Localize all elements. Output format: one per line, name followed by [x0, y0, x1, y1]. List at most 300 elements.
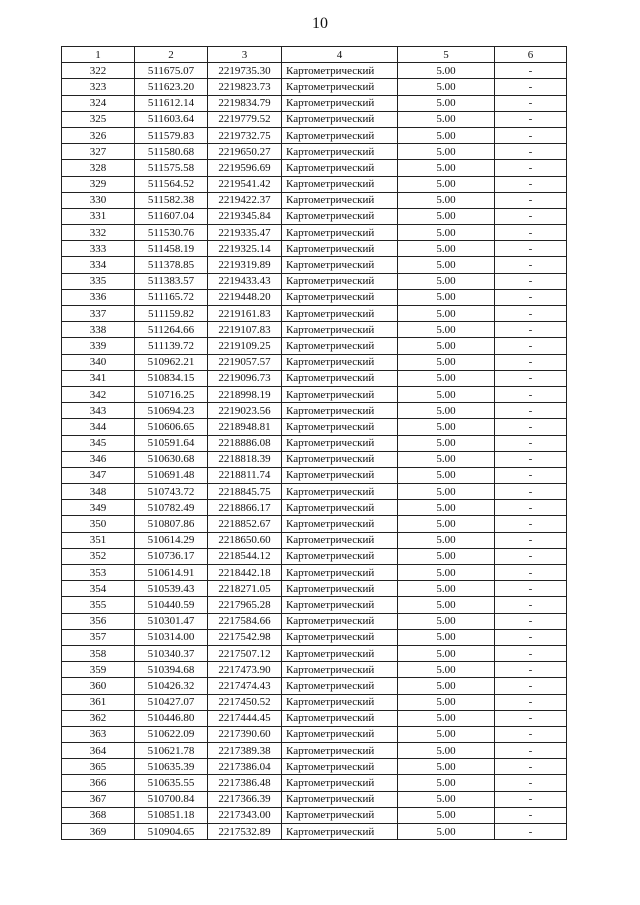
- table-cell: 2219161.83: [208, 306, 282, 322]
- table-row: [62, 225, 567, 241]
- table-cell: Картометрический: [282, 144, 398, 160]
- table-cell: Картометрический: [282, 694, 398, 710]
- table-header-row: [62, 47, 567, 63]
- table-cell: Картометрический: [282, 710, 398, 726]
- table-cell: 510904.65: [135, 824, 208, 840]
- table-cell: 5.00: [398, 662, 495, 678]
- table-cell: 346: [62, 451, 135, 467]
- table-cell: 2218650.60: [208, 532, 282, 548]
- table-cell: 510694.23: [135, 403, 208, 419]
- table-row: [62, 565, 567, 581]
- table-row: [62, 532, 567, 548]
- table-cell: 5.00: [398, 144, 495, 160]
- table-row: [62, 791, 567, 807]
- table-cell: -: [495, 144, 567, 160]
- table-cell: 2217386.48: [208, 775, 282, 791]
- table-cell: -: [495, 79, 567, 95]
- table-cell: 511159.82: [135, 306, 208, 322]
- table-cell: 5.00: [398, 484, 495, 500]
- table-cell: 5.00: [398, 354, 495, 370]
- table-cell: 511623.20: [135, 79, 208, 95]
- table-row: [62, 597, 567, 613]
- table-cell: 2219422.37: [208, 192, 282, 208]
- table-cell: Картометрический: [282, 613, 398, 629]
- table-cell: Картометрический: [282, 192, 398, 208]
- table-cell: -: [495, 192, 567, 208]
- table-cell: Картометрический: [282, 662, 398, 678]
- table-cell: Картометрический: [282, 95, 398, 111]
- table-cell: 5.00: [398, 581, 495, 597]
- table-cell: 5.00: [398, 370, 495, 386]
- table-cell: 511383.57: [135, 273, 208, 289]
- table-cell: 510394.68: [135, 662, 208, 678]
- table-row: [62, 403, 567, 419]
- table-row: [62, 662, 567, 678]
- table-cell: 350: [62, 516, 135, 532]
- table-row: [62, 807, 567, 823]
- table-cell: Картометрический: [282, 791, 398, 807]
- table-row: [62, 775, 567, 791]
- coordinates-table: [61, 46, 567, 840]
- table-cell: 2218886.08: [208, 435, 282, 451]
- table-cell: Картометрический: [282, 225, 398, 241]
- table-cell: 347: [62, 467, 135, 483]
- table-cell: 335: [62, 273, 135, 289]
- table-cell: 2219335.47: [208, 225, 282, 241]
- table-cell: -: [495, 127, 567, 143]
- table-cell: Картометрический: [282, 306, 398, 322]
- table-cell: -: [495, 451, 567, 467]
- table-cell: 2219596.69: [208, 160, 282, 176]
- table-cell: Картометрический: [282, 565, 398, 581]
- table-cell: Картометрический: [282, 354, 398, 370]
- table-cell: 5.00: [398, 306, 495, 322]
- table-cell: 510614.29: [135, 532, 208, 548]
- table-cell: 511582.38: [135, 192, 208, 208]
- table-cell: 361: [62, 694, 135, 710]
- table-body: [62, 63, 567, 840]
- table-cell: 362: [62, 710, 135, 726]
- table-row: [62, 127, 567, 143]
- table-cell: -: [495, 176, 567, 192]
- table-cell: 339: [62, 338, 135, 354]
- table-cell: 323: [62, 79, 135, 95]
- table-cell: -: [495, 791, 567, 807]
- table-cell: 356: [62, 613, 135, 629]
- table-cell: 510635.55: [135, 775, 208, 791]
- table-cell: Картометрический: [282, 484, 398, 500]
- table-cell: -: [495, 225, 567, 241]
- table-cell: 510716.25: [135, 386, 208, 402]
- table-cell: 2217965.28: [208, 597, 282, 613]
- table-cell: 332: [62, 225, 135, 241]
- table-cell: Картометрический: [282, 273, 398, 289]
- table-cell: 327: [62, 144, 135, 160]
- table-cell: Картометрический: [282, 79, 398, 95]
- table-cell: Картометрический: [282, 160, 398, 176]
- table-cell: Картометрический: [282, 759, 398, 775]
- table-cell: Картометрический: [282, 370, 398, 386]
- table-cell: 510314.00: [135, 629, 208, 645]
- table-cell: 5.00: [398, 678, 495, 694]
- table-cell: 510782.49: [135, 500, 208, 516]
- table-cell: 2217343.00: [208, 807, 282, 823]
- table-cell: Картометрический: [282, 63, 398, 79]
- table-cell: 2218845.75: [208, 484, 282, 500]
- table-cell: 5.00: [398, 791, 495, 807]
- table-cell: 5.00: [398, 322, 495, 338]
- table-cell: 331: [62, 208, 135, 224]
- table-row: [62, 435, 567, 451]
- table-cell: 359: [62, 662, 135, 678]
- table-cell: 2217444.45: [208, 710, 282, 726]
- table-cell: 5.00: [398, 257, 495, 273]
- table-cell: 328: [62, 160, 135, 176]
- table-cell: 5.00: [398, 710, 495, 726]
- table-cell: -: [495, 289, 567, 305]
- table-cell: -: [495, 678, 567, 694]
- table-cell: 511165.72: [135, 289, 208, 305]
- table-cell: 510743.72: [135, 484, 208, 500]
- table-cell: Картометрический: [282, 581, 398, 597]
- table-cell: 2219779.52: [208, 111, 282, 127]
- table-cell: 2217474.43: [208, 678, 282, 694]
- table-cell: 5.00: [398, 516, 495, 532]
- table-cell: 510700.84: [135, 791, 208, 807]
- table-row: [62, 338, 567, 354]
- table-cell: 2218442.18: [208, 565, 282, 581]
- table-cell: 5.00: [398, 403, 495, 419]
- table-cell: Картометрический: [282, 127, 398, 143]
- table-cell: -: [495, 111, 567, 127]
- table-row: [62, 241, 567, 257]
- table-row: [62, 500, 567, 516]
- table-row: [62, 759, 567, 775]
- table-row: [62, 710, 567, 726]
- table-cell: 2218852.67: [208, 516, 282, 532]
- table-cell: -: [495, 565, 567, 581]
- table-cell: 510614.91: [135, 565, 208, 581]
- table-cell: 5.00: [398, 629, 495, 645]
- table-cell: 5.00: [398, 289, 495, 305]
- table-cell: 510426.32: [135, 678, 208, 694]
- table-cell: Картометрический: [282, 257, 398, 273]
- table-cell: 510630.68: [135, 451, 208, 467]
- table-cell: 333: [62, 241, 135, 257]
- table-cell: 5.00: [398, 467, 495, 483]
- table-cell: 511139.72: [135, 338, 208, 354]
- table-cell: 329: [62, 176, 135, 192]
- table-cell: 5.00: [398, 208, 495, 224]
- table-cell: -: [495, 807, 567, 823]
- table-cell: 342: [62, 386, 135, 402]
- table-cell: Картометрический: [282, 807, 398, 823]
- table-cell: 355: [62, 597, 135, 613]
- table-cell: -: [495, 403, 567, 419]
- table-cell: 2219096.73: [208, 370, 282, 386]
- table-cell: 2219109.25: [208, 338, 282, 354]
- table-cell: 2218811.74: [208, 467, 282, 483]
- table-cell: 511564.52: [135, 176, 208, 192]
- table-cell: Картометрический: [282, 338, 398, 354]
- table-cell: 2219345.84: [208, 208, 282, 224]
- table-cell: 2217532.89: [208, 824, 282, 840]
- table-cell: -: [495, 694, 567, 710]
- table-cell: -: [495, 354, 567, 370]
- table-cell: 2218544.12: [208, 548, 282, 564]
- table-cell: 510591.64: [135, 435, 208, 451]
- table-cell: 338: [62, 322, 135, 338]
- table-cell: 2217386.04: [208, 759, 282, 775]
- table-cell: 5.00: [398, 807, 495, 823]
- table-cell: Картометрический: [282, 824, 398, 840]
- table-cell: 510340.37: [135, 645, 208, 661]
- table-cell: 511378.85: [135, 257, 208, 273]
- table-row: [62, 322, 567, 338]
- table-cell: 2219541.42: [208, 176, 282, 192]
- table-cell: -: [495, 726, 567, 742]
- table-cell: 5.00: [398, 435, 495, 451]
- table-cell: 2218271.05: [208, 581, 282, 597]
- table-row: [62, 95, 567, 111]
- table-cell: 5.00: [398, 759, 495, 775]
- table-row: [62, 386, 567, 402]
- table-cell: 5.00: [398, 79, 495, 95]
- table-cell: 330: [62, 192, 135, 208]
- table-cell: Картометрический: [282, 775, 398, 791]
- table-cell: -: [495, 548, 567, 564]
- table-cell: 2219433.43: [208, 273, 282, 289]
- table-cell: 510622.09: [135, 726, 208, 742]
- table-cell: -: [495, 743, 567, 759]
- table-cell: -: [495, 775, 567, 791]
- table-cell: -: [495, 386, 567, 402]
- table-cell: 2219834.79: [208, 95, 282, 111]
- table-cell: 510440.59: [135, 597, 208, 613]
- table-cell: 511607.04: [135, 208, 208, 224]
- table-row: [62, 354, 567, 370]
- column-header: 1: [62, 47, 135, 63]
- table-row: [62, 581, 567, 597]
- table-cell: 511603.64: [135, 111, 208, 127]
- table-cell: 511530.76: [135, 225, 208, 241]
- table-cell: 358: [62, 645, 135, 661]
- table-cell: -: [495, 645, 567, 661]
- table-cell: -: [495, 95, 567, 111]
- table-cell: 366: [62, 775, 135, 791]
- table-cell: Картометрический: [282, 500, 398, 516]
- column-header: 4: [282, 47, 398, 63]
- table-cell: 5.00: [398, 63, 495, 79]
- table-cell: 5.00: [398, 824, 495, 840]
- table-cell: 510621.78: [135, 743, 208, 759]
- table-cell: 2219325.14: [208, 241, 282, 257]
- table-cell: 5.00: [398, 500, 495, 516]
- table-cell: -: [495, 257, 567, 273]
- table-cell: 367: [62, 791, 135, 807]
- table-cell: 2219107.83: [208, 322, 282, 338]
- table-cell: Картометрический: [282, 645, 398, 661]
- table-row: [62, 678, 567, 694]
- table-cell: -: [495, 273, 567, 289]
- table-cell: 510427.07: [135, 694, 208, 710]
- table-row: [62, 208, 567, 224]
- table-cell: -: [495, 435, 567, 451]
- table-cell: 5.00: [398, 386, 495, 402]
- table-cell: 5.00: [398, 694, 495, 710]
- table-cell: 2219732.75: [208, 127, 282, 143]
- table-cell: 5.00: [398, 273, 495, 289]
- table-cell: 2217584.66: [208, 613, 282, 629]
- table-cell: 2219823.73: [208, 79, 282, 95]
- table-row: [62, 694, 567, 710]
- table-cell: -: [495, 500, 567, 516]
- table-cell: -: [495, 338, 567, 354]
- table-cell: 357: [62, 629, 135, 645]
- table-cell: 510539.43: [135, 581, 208, 597]
- table-row: [62, 176, 567, 192]
- table-cell: 2218948.81: [208, 419, 282, 435]
- table-cell: 2217473.90: [208, 662, 282, 678]
- table-cell: 352: [62, 548, 135, 564]
- table-cell: 5.00: [398, 419, 495, 435]
- table-cell: Картометрический: [282, 289, 398, 305]
- table-cell: Картометрический: [282, 322, 398, 338]
- table-cell: 5.00: [398, 451, 495, 467]
- table-cell: Картометрический: [282, 516, 398, 532]
- table-cell: Картометрический: [282, 176, 398, 192]
- table-cell: Картометрический: [282, 451, 398, 467]
- table-cell: Картометрический: [282, 208, 398, 224]
- table-cell: 5.00: [398, 597, 495, 613]
- table-cell: 360: [62, 678, 135, 694]
- table-cell: Картометрический: [282, 629, 398, 645]
- table-cell: 5.00: [398, 127, 495, 143]
- table-cell: -: [495, 662, 567, 678]
- table-cell: Картометрический: [282, 241, 398, 257]
- table-row: [62, 645, 567, 661]
- table-cell: 345: [62, 435, 135, 451]
- table-cell: 510301.47: [135, 613, 208, 629]
- table-row: [62, 467, 567, 483]
- table-cell: 2217366.39: [208, 791, 282, 807]
- table-row: [62, 419, 567, 435]
- table-cell: 510446.80: [135, 710, 208, 726]
- table-row: [62, 257, 567, 273]
- table-cell: 369: [62, 824, 135, 840]
- table-cell: -: [495, 322, 567, 338]
- table-cell: 511580.68: [135, 144, 208, 160]
- table-cell: 5.00: [398, 241, 495, 257]
- table-cell: Картометрический: [282, 419, 398, 435]
- table-cell: 326: [62, 127, 135, 143]
- table-cell: 5.00: [398, 613, 495, 629]
- table-cell: 511579.83: [135, 127, 208, 143]
- table-cell: 2217542.98: [208, 629, 282, 645]
- table-cell: 5.00: [398, 192, 495, 208]
- table-cell: -: [495, 516, 567, 532]
- table-cell: -: [495, 241, 567, 257]
- table-row: [62, 63, 567, 79]
- table-cell: 510807.86: [135, 516, 208, 532]
- table-cell: 5.00: [398, 775, 495, 791]
- table-cell: 510736.17: [135, 548, 208, 564]
- table-row: [62, 548, 567, 564]
- table-cell: Картометрический: [282, 743, 398, 759]
- table-cell: 5.00: [398, 532, 495, 548]
- column-header: 6: [495, 47, 567, 63]
- table-row: [62, 370, 567, 386]
- table-cell: 5.00: [398, 225, 495, 241]
- table-cell: 511675.07: [135, 63, 208, 79]
- table-row: [62, 824, 567, 840]
- table-cell: 5.00: [398, 176, 495, 192]
- table-cell: -: [495, 581, 567, 597]
- table-cell: Картометрический: [282, 532, 398, 548]
- table-row: [62, 743, 567, 759]
- table-cell: 5.00: [398, 548, 495, 564]
- table-row: [62, 192, 567, 208]
- table-row: [62, 144, 567, 160]
- table-cell: Картометрический: [282, 726, 398, 742]
- table-cell: -: [495, 208, 567, 224]
- table-cell: 322: [62, 63, 135, 79]
- table-cell: 336: [62, 289, 135, 305]
- table-cell: 364: [62, 743, 135, 759]
- table-cell: 2217450.52: [208, 694, 282, 710]
- table-cell: -: [495, 597, 567, 613]
- table-cell: 348: [62, 484, 135, 500]
- table-cell: Картометрический: [282, 111, 398, 127]
- table-cell: 2219735.30: [208, 63, 282, 79]
- table-cell: Картометрический: [282, 403, 398, 419]
- table-cell: Картометрический: [282, 597, 398, 613]
- table-cell: -: [495, 467, 567, 483]
- table-cell: 5.00: [398, 726, 495, 742]
- table-cell: 5.00: [398, 565, 495, 581]
- table-cell: -: [495, 160, 567, 176]
- table-cell: 2217507.12: [208, 645, 282, 661]
- table-cell: 510851.18: [135, 807, 208, 823]
- table-cell: 368: [62, 807, 135, 823]
- table-cell: 351: [62, 532, 135, 548]
- table-cell: 2219057.57: [208, 354, 282, 370]
- table-cell: 5.00: [398, 645, 495, 661]
- table-row: [62, 79, 567, 95]
- table-cell: -: [495, 629, 567, 645]
- page-number: 10: [312, 15, 328, 32]
- table-cell: 2219023.56: [208, 403, 282, 419]
- table-row: [62, 516, 567, 532]
- table-cell: -: [495, 532, 567, 548]
- table-cell: Картометрический: [282, 678, 398, 694]
- table-row: [62, 629, 567, 645]
- table-cell: 510834.15: [135, 370, 208, 386]
- table-row: [62, 613, 567, 629]
- table-cell: Картометрический: [282, 435, 398, 451]
- table-cell: 2219319.89: [208, 257, 282, 273]
- table-cell: 5.00: [398, 111, 495, 127]
- table-cell: Картометрический: [282, 467, 398, 483]
- table-cell: -: [495, 824, 567, 840]
- table-cell: 2218866.17: [208, 500, 282, 516]
- table-cell: -: [495, 419, 567, 435]
- table-cell: -: [495, 306, 567, 322]
- table-cell: 5.00: [398, 338, 495, 354]
- table-cell: 341: [62, 370, 135, 386]
- table-cell: 2219650.27: [208, 144, 282, 160]
- table-cell: 5.00: [398, 95, 495, 111]
